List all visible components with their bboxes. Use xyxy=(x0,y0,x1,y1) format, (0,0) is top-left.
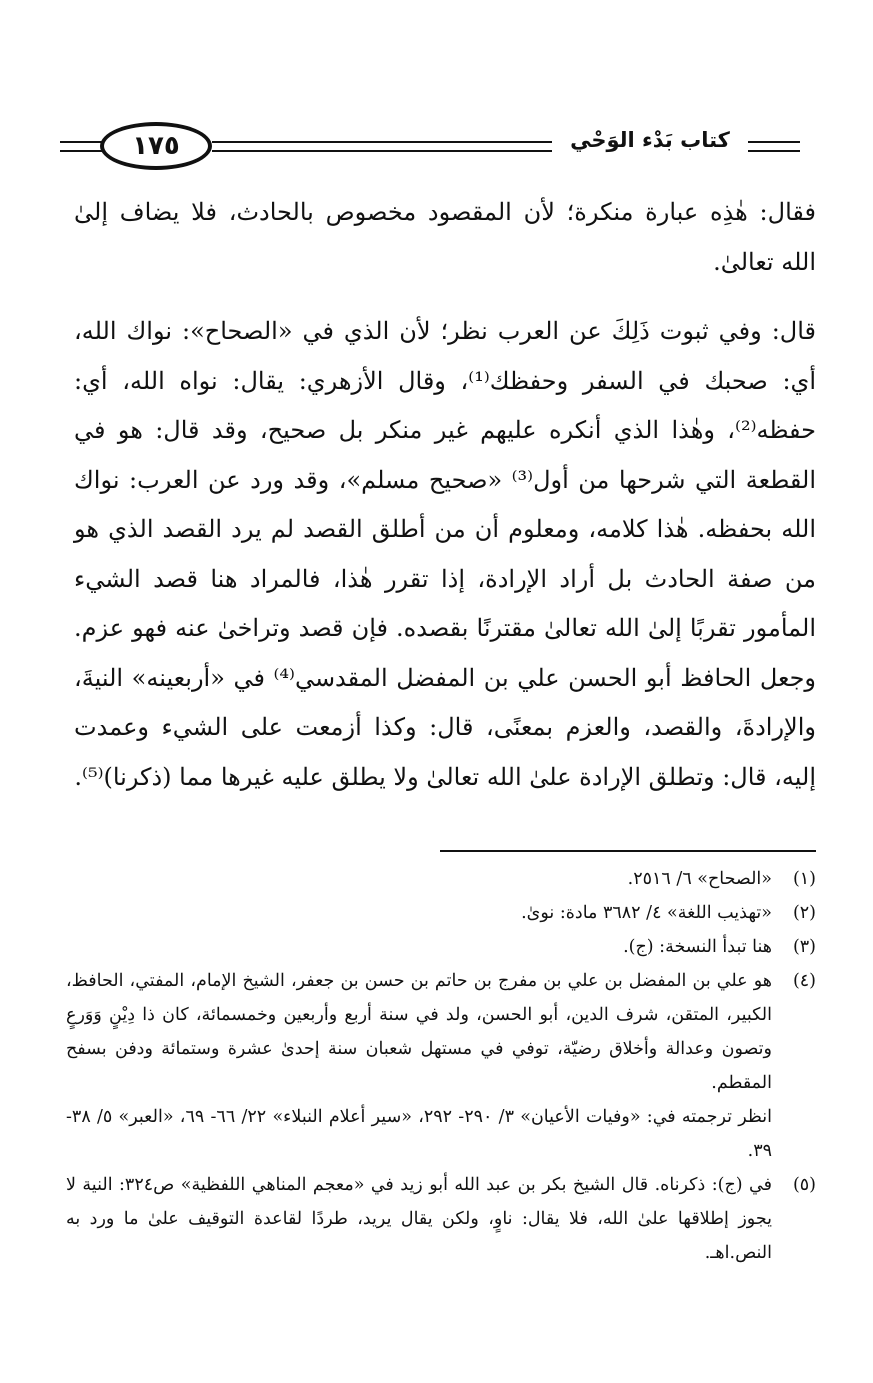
footnote xyxy=(66,964,816,1100)
footnote-number: (١) xyxy=(792,869,816,889)
footnotes xyxy=(66,862,816,1270)
footnote-text: في (ج): ذكرناه. قال الشيخ بكر بن عبد الله أبو زيد في «معجم المناهي اللفظية» ص٣٢٤: النية لا يجوز إطلاقها علىٰ الله، فلا يقال: ناوٍ، ولكن يقال يريد، طردًا لقاعدة التوقيف علىٰ ما ورد به النص.اهـ. xyxy=(66,1175,772,1263)
footnote-text: «الصحاح» ٦/ ٢٥١٦. xyxy=(627,869,772,889)
page-number: ١٧٥ xyxy=(100,122,212,170)
footnote-separator xyxy=(440,850,816,852)
footnote xyxy=(66,862,816,896)
header-rule-middle xyxy=(212,141,552,143)
footnote xyxy=(66,930,816,964)
footnote xyxy=(66,896,816,930)
page-header xyxy=(60,120,800,176)
footnote-number: (٥) xyxy=(792,1175,816,1195)
footnote-text: هنا تبدأ النسخة: (ج). xyxy=(623,937,772,957)
footnote xyxy=(66,1168,816,1270)
header-rule-left xyxy=(60,141,104,143)
header-rule-right-2 xyxy=(748,150,800,152)
footnote-reference: انظر ترجمته في: «وفيات الأعيان» ٣/ ٢٩٠- ٢٩٢، «سير أعلام النبلاء» ٢٢/ ٦٦- ٦٩، «العبر» ٥/ ٣٨- ٣٩. xyxy=(66,1107,773,1161)
footnote-number: (٣) xyxy=(792,937,816,957)
footnote-number: (٢) xyxy=(792,903,816,923)
paragraph: فقال: هٰذِه عبارة منكرة؛ لأن المقصود مخصوص بالحادث، فلا يضاف إلىٰ الله تعالىٰ. xyxy=(74,198,817,276)
running-title: كتاب بَدْء الوَحْي xyxy=(570,128,730,152)
main-text xyxy=(74,188,816,802)
header-rule-middle-2 xyxy=(212,150,552,152)
header-rule-right xyxy=(748,141,800,143)
footnote-text: هو علي بن المفضل بن علي بن مفرج بن حاتم بن حسن بن جعفر، الشيخ الإمام، المفتي، الحافظ، الكبير، المتقن، شرف الدين، أبو الحسن، ولد في سنة أربع وأربعين وخمسمائة، كان ذا دِيْنٍ وَوَرعٍ وتصون وعدالة وأخلاق رضيّة، توفي في مستهل شعبان سنة إحدىٰ عشرة وستمائة ودفن بسفح المقطم. xyxy=(66,971,772,1093)
paragraph: قال: وفي ثبوت ذَلِكَ عن العرب نظر؛ لأن الذي في «الصحاح»: نواك الله، أي: صحبك في السفر وحفظك⁽¹⁾، وقال الأزهري: يقال: نواه الله، أي: حفظه⁽²⁾، وهٰذا الذي أنكره عليهم غير منكر بل صحيح، وقد قال: هو في القطعة التي شرحها من أول⁽³⁾ «صحيح مسلم»، وقد ورد عن العرب: نواك الله بحفظه. هٰذا كلامه، ومعلوم أن من أطلق القصد لم يرد القصد الذي هو من صفة الحادث بل أراد الإرادة، إذا تقرر هٰذا، فالمراد هنا قصد الشيء المأمور تقربًا إلىٰ الله تعالىٰ مقترنًا بقصده. فإن قصد وتراخىٰ عنه فهو عزم. وجعل الحافظ أبو الحسن علي بن المفضل المقدسي⁽⁴⁾ في «أربعينه» النيةَ، والإرادةَ، والقصد، والعزم بمعنًى، قال: وكذا أزمعت على الشيء وعمدت إليه، قال: وتطلق الإرادة علىٰ الله تعالىٰ ولا يطلق عليه غيرها مما (ذكرنا)⁽⁵⁾. xyxy=(74,317,816,791)
footnote-text: «تهذيب اللغة» ٤/ ٣٦٨٢ مادة: نوىٰ. xyxy=(521,903,772,923)
footnote-number: (٤) xyxy=(792,971,816,991)
header-rule-left-2 xyxy=(60,150,104,152)
